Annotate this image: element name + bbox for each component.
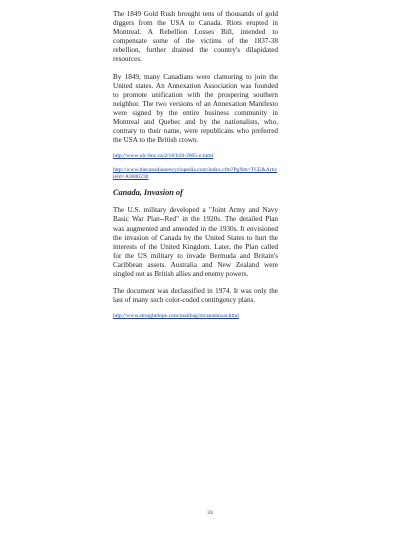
paragraph-gold-rush: The 1849 Gold Rush brought tens of thousands of gold diggers from the USA to Canada. Riots erupted in Montreal. A Rebellion Losses Bill, intended to compensate some of the victims of the 1837-38 rebellion, further drained the country's dilapidated resources. <box>113 10 278 64</box>
link-straightdope[interactable]: http://www.straightdope.com/mailbag/mcanadawar.html <box>113 313 239 320</box>
page-number: 33 <box>207 510 213 516</box>
page-content <box>113 10 278 327</box>
section-heading: Canada, Invasion of <box>113 188 183 198</box>
link-nlc-bnc[interactable]: http://www.nlc-bnc.ca/2/18/h18-2005-e.html <box>113 153 214 160</box>
link-canadian-encyclopedia[interactable]: http://www.thecanadianencyclopedia.com/index.cfm?PgNm=TCE&ArticleId=A0000230 <box>113 167 278 181</box>
paragraph-annexation: By 1849, many Canadians were clamoring to join the United states. An Annexation Association was founded to promote unification with the prospering southern neighbor. The two versions of an Annexation Manifesto were signed by the entire business community in Montreal and Quebec and by the nationalists, who, contrary to their name, were republicans who preferred the USA to the British crown. <box>113 72 278 145</box>
paragraph-war-plan-red: The U.S. military developed a "Joint Army and Navy Basic War Plan--Red" in the 1920s. The detailed Plan was augmented and amended in the 1930s. It envisioned the invasion of Canada by the United States to hurt the interests of the United Kingdom. Later, the Plan called for the US military to invade Bermuda and Britain's Caribbean assets. Australia and New Zealand were singled out as British allies and enemy powers. <box>113 206 278 278</box>
paragraph-declassified: The document was declassified in 1974. It was only the last of many such color-coded contingency plans. <box>113 287 278 305</box>
